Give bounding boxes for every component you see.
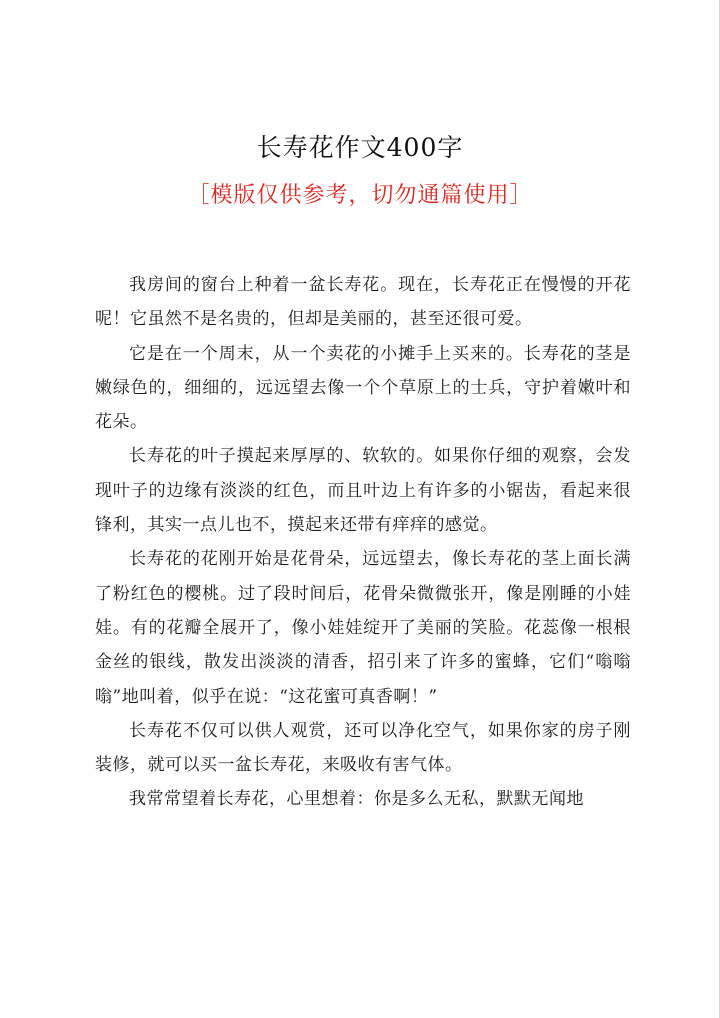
page-subtitle: ［模版仅供参考，切勿通篇使用］ [187, 183, 533, 208]
article-body [95, 268, 631, 817]
paragraph: 我房间的窗台上种着一盆长寿花。现在，长寿花正在慢慢的开花呢！它虽然不是名贵的，但却是美丽的，甚至还很可爱。 [95, 275, 631, 330]
paragraph: 长寿花的叶子摸起来厚厚的、软软的。如果你仔细的观察，会发现叶子的边缘有淡淡的红色，而且叶边上有许多的小锯齿，看起来很锋利，其实一点儿也不，摸起来还带有痒痒的感觉。 [95, 446, 631, 536]
paragraph: 我常常望着长寿花，心里想着：你是多么无私，默默无闻地 [129, 789, 584, 810]
paragraph: 它是在一个周末，从一个卖花的小摊手上买来的。长寿花的茎是嫩绿色的，细细的，远远望去像一个个草原上的士兵，守护着嫩叶和花朵。 [95, 343, 631, 433]
paragraph: 长寿花不仅可以供人观赏，还可以净化空气，如果你家的房子刚装修，就可以买一盆长寿花，来吸收有害气体。 [95, 720, 631, 776]
page-title: 长寿花作文400字 [256, 133, 464, 162]
paragraph: 长寿花的花刚开始是花骨朵，远远望去，像长寿花的茎上面长满了粉红色的樱桃。过了段时间后，花骨朵微微张开，像是刚睡的小娃娃。有的花瓣全展开了，像小娃娃绽开了美丽的笑脸。花蕊像一根根金丝的银线，散发出淡淡的清香，招引来了许多的蜜蜂，它们“嗡嗡嗡”地叫着，似乎在说：“这花蜜可真香啊！” [95, 549, 631, 707]
